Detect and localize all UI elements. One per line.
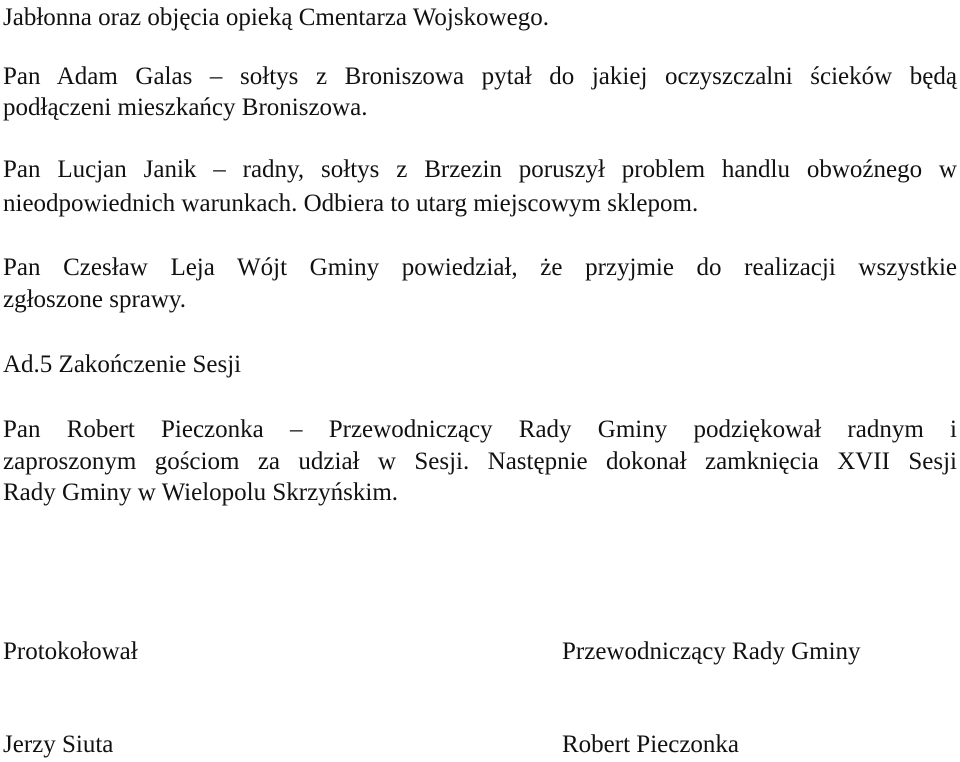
paragraph-line: Pan Robert Pieczonka – Przewodniczący Rady Gminy podziękował radnym i xyxy=(3,416,957,443)
paragraph-line: podłączeni mieszkańcy Broniszowa. xyxy=(3,94,368,121)
paragraph-line: zaproszonym gościom za udział w Sesji. Następnie dokonał zamknięcia XVII Sesji xyxy=(3,448,957,475)
paragraph-line: zgłoszone sprawy. xyxy=(3,286,187,313)
signature-right-role: Przewodniczący Rady Gminy xyxy=(562,638,861,665)
signature-left-role: Protokołował xyxy=(3,638,138,665)
signature-left-name: Jerzy Siuta xyxy=(3,731,114,758)
paragraph-line: Jabłonna oraz objęcia opieką Cmentarza Wojskowego. xyxy=(3,4,549,31)
paragraph-line: nieodpowiednich warunkach. Odbiera to utarg miejscowym sklepom. xyxy=(3,190,699,217)
paragraph-line: Pan Czesław Leja Wójt Gminy powiedział, że przyjmie do realizacji wszystkie xyxy=(3,254,957,281)
paragraph-line: Pan Lucjan Janik – radny, sołtys z Brzezin poruszył problem handlu obwoźnego w xyxy=(3,156,957,183)
signature-right-name: Robert Pieczonka xyxy=(562,731,740,758)
paragraph-line: Rady Gminy w Wielopolu Skrzyńskim. xyxy=(3,479,399,506)
paragraph-line: Pan Adam Galas – sołtys z Broniszowa pytał do jakiej oczyszczalni ścieków będą xyxy=(3,63,957,90)
section-heading: Ad.5 Zakończenie Sesji xyxy=(3,351,242,378)
